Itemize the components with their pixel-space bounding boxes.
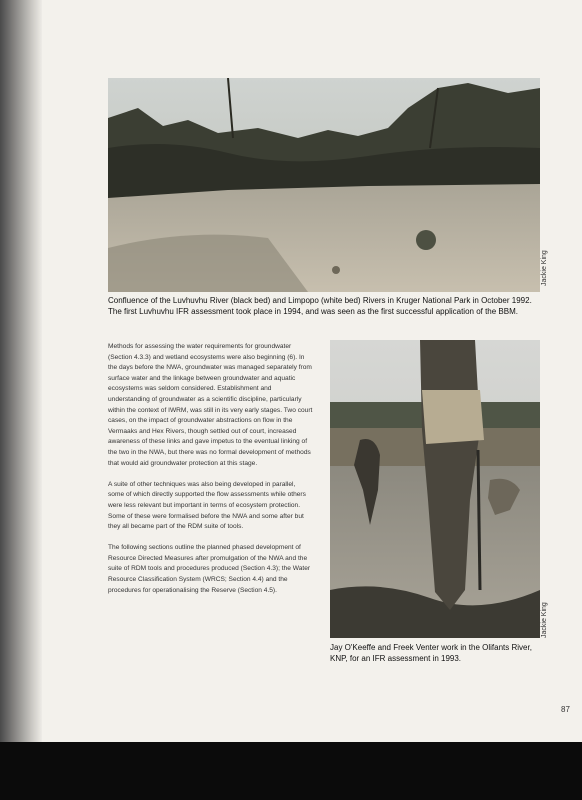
- photo-caption: Confluence of the Luvhuvhu River (black bed) and Limpopo (white bed) Rivers in Kruger National Park in October 1992. The first Luvhuvhu IFR assessment took place in 1994, and was seen as the first successful application of the BBM.: [108, 296, 532, 316]
- paragraph: Methods for assessing the water requirements for groundwater (Section 4.3.3) and wetland ecosystems were also beginning (6). In the days before the NWA, groundwater was managed separately from surface water and the linkage between groundwater and aquatic ecosystems was seldom considered. Establishment and understanding of groundwater as a scientific discipline, particularly within the context of IWRM, was still in its very early stages. Two court cases, on the impact of groundwater abstractions on flow in the Vermaaks and Hex Rivers, though settled out of court, increased awareness of these links and gave impetus to the eventual linking of the two in the NWA, but there was no formal development of methods that would aid groundwater protection at this stage.: [108, 343, 313, 467]
- scan-bottom-edge: [0, 742, 582, 800]
- river-confluence-photo: [108, 78, 540, 292]
- photo-credit: Jackie King: [541, 602, 548, 638]
- body-text: [108, 342, 313, 607]
- photo-credit: Jackie King: [541, 250, 548, 286]
- paragraph: The following sections outline the planned phased development of Resource Directed Measures after promulgation of the NWA and the suite of RDM tools and procedures produced (Section 4.3); the Water Resource Classification System (WRCS; Section 4.4) and the procedures for operationalising the Reserve (Section 4.5).: [108, 544, 311, 594]
- page-binding-shadow: [0, 0, 42, 742]
- photo-caption: Jay O'Keeffe and Freek Venter work in the Olifants River, KNP, for an IFR assessment in 1993.: [330, 643, 532, 663]
- paragraph: A suite of other techniques was also being developed in parallel, some of which directly supported the flow assessments while others were less relevant but important in terms of ecosystem protection. Some of these were formalised before the NWA and some after but they all became part of the RDM suite of tools.: [108, 480, 306, 531]
- page-number: 87: [561, 705, 570, 714]
- river-fieldwork-photo: [330, 340, 540, 638]
